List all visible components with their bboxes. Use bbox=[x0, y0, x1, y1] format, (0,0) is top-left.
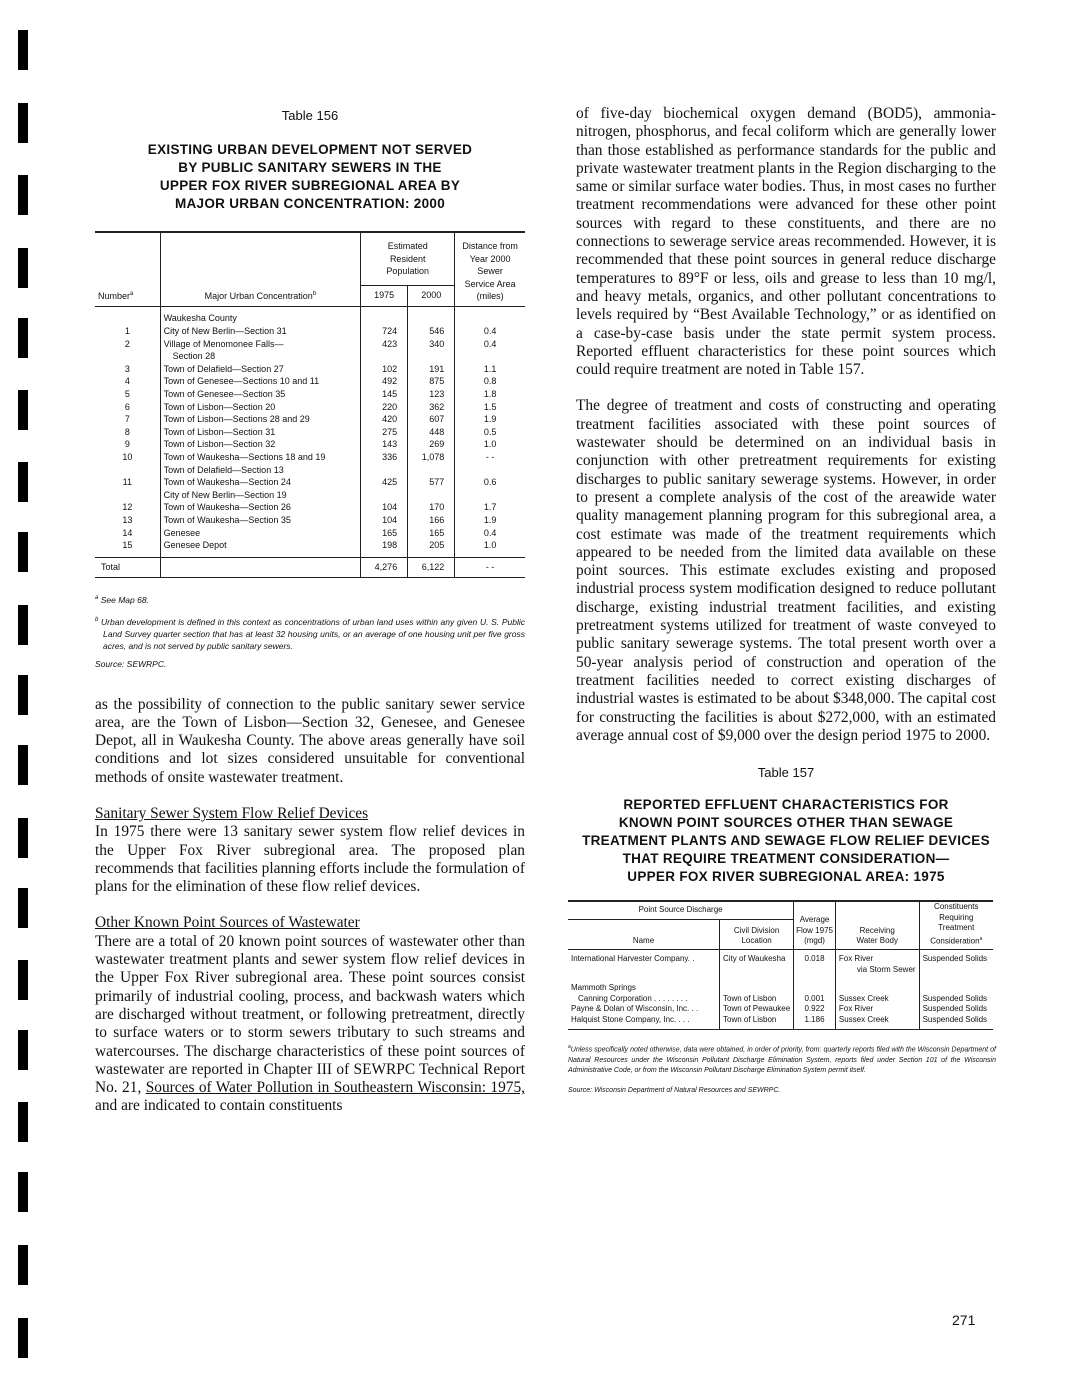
paragraph: The degree of treatment and costs of constructing and operating treatment facilities associated with these point sources of wastewater should be determined on an individual basis in conjunction with other pretreatment requirements for existing discharges to public sanitary sewerage systems. However, in order to present a complete analysis of the cost of the areawide water quality management planning program for this subregional area, a cost estimate was made of the treatment requirements which appeared to be needed from the limited data available on these point sources. This estimate excludes existing and proposed industrial process system modification designed to reduce pollutant discharge, existing industrial treatment facilities, and existing pretreatment systems utilized for treatment of waste conveyed to public sanitary sewerage systems. The total present worth over a 50-year analysis period of construction and operation of the treatment facilities needed to correct existing discharges of industrial wastes is estimated to be about $348,000. The capital cost for constructing the facilities is about $272,000, with an estimated average annual cost of $9,000 over the design period 1975 to 2000. bbox=[576, 397, 996, 744]
margin-bar bbox=[18, 818, 28, 858]
table-156-source: Source: SEWRPC. bbox=[95, 658, 167, 669]
col-receiving-header: Receiving Water Body bbox=[835, 901, 919, 949]
row-pop-1975: 275 bbox=[361, 426, 408, 439]
total-1975: 4,276 bbox=[361, 558, 408, 578]
row-pop-1975 bbox=[361, 464, 408, 477]
table-157-title: Table 157 bbox=[757, 765, 815, 781]
footnote-b: $^b$ Urban development is defined in this context as concentrations of urban land uses within any given U. S. Public Land Survey quarter section that has at least 32 housing units, or an average of one housing unit per five gross acres, and is not served by public sanitary sewers. bbox=[95, 616, 525, 651]
row-distance bbox=[455, 464, 525, 477]
row-pop-1975: 104 bbox=[361, 501, 408, 514]
col-concentration-header: Major Urban Concentration$^b$ bbox=[160, 240, 360, 306]
heading-line: EXISTING URBAN DEVELOPMENT NOT SERVED bbox=[147, 142, 473, 157]
margin-bar bbox=[18, 1172, 28, 1212]
heading-line: TREATMENT PLANTS AND SEWAGE FLOW RELIEF DEVICES bbox=[582, 833, 990, 849]
table-156-heading bbox=[95, 141, 525, 213]
row-number bbox=[95, 350, 160, 363]
report-title: Sources of Water Pollution in Southeastern Wisconsin: 1975, bbox=[145, 1079, 526, 1097]
row-number: 6 bbox=[95, 401, 160, 414]
row-flow bbox=[794, 975, 836, 994]
table-157-heading bbox=[576, 796, 996, 886]
row-concentration: Town of Genesee—Sections 10 and 11 bbox=[160, 375, 360, 388]
table-156-title: Table 156 bbox=[281, 108, 339, 123]
row-number: 13 bbox=[95, 514, 160, 527]
row-pop-1975: 145 bbox=[361, 388, 408, 401]
row-pop-2000: 205 bbox=[408, 539, 455, 552]
row-distance: 1.7 bbox=[455, 501, 525, 514]
row-receiving-water-note: via Storm Sewer bbox=[856, 964, 916, 974]
row-distance bbox=[455, 489, 525, 502]
row-pop-1975: 724 bbox=[361, 325, 408, 338]
row-pop-2000 bbox=[408, 464, 455, 477]
table-row bbox=[95, 363, 525, 376]
row-pop-1975 bbox=[361, 489, 408, 502]
row-pop-1975: 492 bbox=[361, 375, 408, 388]
row-number: 15 bbox=[95, 539, 160, 552]
row-pop-2000: 166 bbox=[408, 514, 455, 527]
row-number: 7 bbox=[95, 413, 160, 426]
row-pop-2000: 448 bbox=[408, 426, 455, 439]
row-concentration: Town of Lisbon—Sections 28 and 29 bbox=[160, 413, 360, 426]
margin-bar bbox=[18, 888, 28, 928]
row-number: 8 bbox=[95, 426, 160, 439]
row-distance: 0.8 bbox=[455, 375, 525, 388]
paragraph: There are a total of 20 known point sources of wastewater other than wastewater treatment plants and sewer system flow relief devices in the Upper Fox River subregional area. These point sources consist primarily of industrial cooling, process, and backwash waters which are discharged without treatment, or following pretreatment, directly to surface waters or to storm sewers tributary to such streams and watercourses. The discharge characteristics of these point sources of wastewater are reported in Chapter III of SEWRPC Technical Report No. 21, Sources of Water Pollution in Southeastern Wisconsin: 1975, and are indicated to contain constituents bbox=[95, 932, 526, 1115]
heading-line: BY PUBLIC SANITARY SEWERS IN THE bbox=[178, 160, 442, 175]
row-concentration: Town of Waukesha—Section 26 bbox=[160, 501, 360, 514]
row-pop-1975: 420 bbox=[361, 413, 408, 426]
table-row bbox=[95, 413, 525, 426]
table-row bbox=[95, 350, 525, 363]
row-pop-2000: 362 bbox=[408, 401, 455, 414]
row-pop-1975: 425 bbox=[361, 476, 408, 489]
heading-line: UPPER FOX RIVER SUBREGIONAL AREA: 1975 bbox=[627, 869, 945, 885]
table-row bbox=[568, 1015, 993, 1026]
table-row bbox=[95, 539, 525, 552]
row-number: 12 bbox=[95, 501, 160, 514]
row-pop-1975: 198 bbox=[361, 539, 408, 552]
row-pop-1975: 143 bbox=[361, 438, 408, 451]
row-name: Mammoth Springs bbox=[568, 975, 720, 994]
margin-bar bbox=[18, 745, 28, 785]
col-number-header: Number$^a$ bbox=[95, 240, 160, 306]
margin-bar bbox=[18, 675, 28, 715]
row-number bbox=[95, 489, 160, 502]
row-concentration: Town of Waukesha—Section 24 bbox=[160, 476, 360, 489]
col-civil-header: Civil Division Location bbox=[720, 920, 794, 950]
table-row bbox=[95, 527, 525, 540]
heading-line: MAJOR URBAN CONCENTRATION: 2000 bbox=[174, 196, 446, 211]
row-concentration: City of New Berlin—Section 19 bbox=[160, 489, 360, 502]
row-pop-1975: 423 bbox=[361, 338, 408, 351]
row-number: 3 bbox=[95, 363, 160, 376]
table-row bbox=[95, 325, 525, 338]
total-label: Total bbox=[95, 558, 160, 578]
row-distance bbox=[455, 350, 525, 363]
margin-bar bbox=[18, 318, 28, 358]
paragraph: of five-day biochemical oxygen demand (BOD5), ammonia-nitrogen, phosphorus, and fecal coliform which are generally lower than those established as performance standards for the public and private wastewater treatment plants in the Region discharging to the same or similar surface water bodies. Thus, in most cases no further treatment recommendations were advanced for these other point sources with regard to these constituents, and there are no connections to sewerage service areas recommended. However, it is recommended that these point sources in general reduce discharge temperatures to 89°F or less, oils and grease to less than 10 mg/l, and heavy metals, organics, and other pollutant concentrations to levels required by “Best Available Technology,” or as identified on a case-by-case basis under the state permit system process. Reported effluent characteristics for these point sources which could require treatment are noted in Table 157. bbox=[576, 105, 996, 379]
col-population-header: Estimated Resident Population bbox=[361, 240, 455, 285]
row-pop-1975: 104 bbox=[361, 514, 408, 527]
row-distance: - - bbox=[455, 451, 525, 464]
row-number: 14 bbox=[95, 527, 160, 540]
row-pop-1975: 336 bbox=[361, 451, 408, 464]
page-number: 271 bbox=[952, 1312, 976, 1328]
row-distance: 1.0 bbox=[455, 438, 525, 451]
table-row bbox=[95, 438, 525, 451]
row-receiving-water: Fox River bbox=[835, 1004, 919, 1015]
section-heading: Sanitary Sewer System Flow Relief Devices bbox=[95, 804, 369, 822]
row-concentration: Genesee Depot bbox=[160, 539, 360, 552]
row-distance: 1.9 bbox=[455, 413, 525, 426]
table-157-footnote: $^a$Unless specifically noted otherwise, data were obtained, in order of priority, from: quarterly reports filed with the Wisconsin Department of Natural Resources under the Wisconsin Pollutant Discharge Elimination System, reports filed under Section 101 of the Wisconsin Administrative Code, or from the Wisconsin Pollutant Discharge Elimination System permit itself. bbox=[568, 1043, 996, 1075]
col-group-header: Point Source Discharge bbox=[568, 901, 794, 920]
row-pop-1975: 220 bbox=[361, 401, 408, 414]
row-pop-2000: 170 bbox=[408, 501, 455, 514]
row-concentration: Town of Waukesha—Section 35 bbox=[160, 514, 360, 527]
table-row bbox=[568, 975, 993, 994]
heading-line: KNOWN POINT SOURCES OTHER THAN SEWAGE bbox=[618, 815, 954, 831]
row-pop-2000: 577 bbox=[408, 476, 455, 489]
heading-line: THAT REQUIRE TREATMENT CONSIDERATION— bbox=[622, 851, 950, 867]
table-157-source: Source: Wisconsin Department of Natural Resources and SEWRPC. bbox=[568, 1086, 781, 1094]
row-pop-2000: 191 bbox=[408, 363, 455, 376]
row-constituents: Suspended Solids bbox=[919, 1015, 993, 1026]
heading-line: REPORTED EFFLUENT CHARACTERISTICS FOR bbox=[623, 797, 949, 813]
row-concentration: Town of Genesee—Section 35 bbox=[160, 388, 360, 401]
margin-bar bbox=[18, 390, 28, 430]
row-flow: 0.018 bbox=[794, 954, 836, 975]
margin-bar bbox=[18, 1030, 28, 1070]
row-pop-1975: 165 bbox=[361, 527, 408, 540]
row-pop-2000: 875 bbox=[408, 375, 455, 388]
row-constituents: Suspended Solids bbox=[919, 1004, 993, 1015]
left-column bbox=[95, 108, 525, 1116]
section-heading: Other Known Point Sources of Wastewater bbox=[95, 914, 360, 932]
margin-bar bbox=[18, 462, 28, 502]
row-constituents bbox=[919, 975, 993, 994]
total-2000: 6,122 bbox=[408, 558, 455, 578]
table-row bbox=[95, 464, 525, 477]
row-distance: 0.6 bbox=[455, 476, 525, 489]
row-number: 10 bbox=[95, 451, 160, 464]
row-pop-1975 bbox=[361, 350, 408, 363]
row-concentration: Section 28 bbox=[160, 350, 360, 363]
total-distance: - - bbox=[455, 558, 525, 578]
table-157 bbox=[568, 900, 993, 1030]
row-number bbox=[95, 464, 160, 477]
row-concentration: Village of Menomonee Falls— bbox=[160, 338, 360, 351]
col-constituents-header: Constituents Requiring Treatment Consideration$^a$ bbox=[919, 901, 993, 949]
row-concentration: Town of Lisbon—Section 31 bbox=[160, 426, 360, 439]
row-pop-2000 bbox=[408, 489, 455, 502]
table-row bbox=[95, 401, 525, 414]
col-2000-header: 2000 bbox=[408, 285, 455, 306]
row-civil-division bbox=[720, 975, 794, 994]
row-flow: 0.922 bbox=[794, 1004, 836, 1015]
row-distance: 1.9 bbox=[455, 514, 525, 527]
table-row bbox=[95, 426, 525, 439]
table-row bbox=[95, 451, 525, 464]
row-civil-division: City of Waukesha bbox=[720, 954, 794, 975]
margin-bar bbox=[18, 175, 28, 215]
col-distance-header: Distance from Year 2000 Sewer Service Area (miles) bbox=[455, 240, 525, 306]
total-row bbox=[95, 558, 525, 578]
row-name: Canning Corporation . . . . . . . . bbox=[568, 994, 720, 1005]
row-receiving-water bbox=[835, 975, 919, 994]
table-row bbox=[95, 388, 525, 401]
footnote-a: $^a$ See Map 68. bbox=[95, 594, 149, 605]
row-flow: 1.186 bbox=[794, 1015, 836, 1026]
row-distance: 1.5 bbox=[455, 401, 525, 414]
row-concentration: Town of Delafield—Section 13 bbox=[160, 464, 360, 477]
row-concentration: Genesee bbox=[160, 527, 360, 540]
row-pop-2000: 269 bbox=[408, 438, 455, 451]
table-row bbox=[95, 514, 525, 527]
row-receiving-water: Sussex Creek bbox=[835, 994, 919, 1005]
table-row bbox=[95, 375, 525, 388]
row-pop-2000: 123 bbox=[408, 388, 455, 401]
paragraph: In 1975 there were 13 sanitary sewer system flow relief devices in the Upper Fox River subregional area. The proposed plan recommends that facilities planning efforts include the formulation of plans for the elimination of these flow relief devices. bbox=[95, 823, 525, 896]
row-number: 2 bbox=[95, 338, 160, 351]
right-column bbox=[568, 105, 996, 1097]
margin-bar bbox=[18, 248, 28, 288]
row-number: 1 bbox=[95, 325, 160, 338]
paragraph: as the possibility of connection to the public sanitary sewer service area, are the Town of Lisbon—Section 32, Genesee, and Genesee Depot, all in Waukesha County. The above areas generally have soil conditions and lot sizes considered unsuitable for conventional methods of onsite wastewater treatment. bbox=[95, 695, 525, 786]
row-concentration: City of New Berlin—Section 31 bbox=[160, 325, 360, 338]
table-row bbox=[568, 1004, 993, 1015]
margin-bar bbox=[18, 960, 28, 1000]
margin-bar bbox=[18, 605, 28, 645]
row-distance: 0.4 bbox=[455, 338, 525, 351]
row-number: 5 bbox=[95, 388, 160, 401]
col-flow-header: Average Flow 1975 (mgd) bbox=[794, 901, 836, 949]
row-receiving-water: Sussex Creek bbox=[835, 1015, 919, 1026]
row-constituents: Suspended Solids bbox=[919, 994, 993, 1005]
heading-line: UPPER FOX RIVER SUBREGIONAL AREA BY bbox=[159, 178, 461, 193]
col-1975-header: 1975 bbox=[361, 285, 408, 306]
table-row bbox=[568, 994, 993, 1005]
row-pop-1975: 102 bbox=[361, 363, 408, 376]
row-pop-2000 bbox=[408, 350, 455, 363]
row-pop-2000: 546 bbox=[408, 325, 455, 338]
row-number: 9 bbox=[95, 438, 160, 451]
row-pop-2000: 607 bbox=[408, 413, 455, 426]
row-distance: 0.4 bbox=[455, 325, 525, 338]
row-concentration: Town of Waukesha—Sections 18 and 19 bbox=[160, 451, 360, 464]
margin-bar bbox=[18, 103, 28, 143]
table-row bbox=[568, 954, 993, 975]
county-label: Waukesha County bbox=[160, 312, 360, 325]
row-distance: 1.8 bbox=[455, 388, 525, 401]
row-name: Halquist Stone Company, Inc. . . . bbox=[568, 1015, 720, 1026]
row-flow: 0.001 bbox=[794, 994, 836, 1005]
table-row bbox=[95, 338, 525, 351]
row-distance: 0.5 bbox=[455, 426, 525, 439]
row-number: 11 bbox=[95, 476, 160, 489]
row-distance: 1.0 bbox=[455, 539, 525, 552]
row-name: International Harvester Company. . bbox=[568, 954, 720, 975]
row-concentration: Town of Lisbon—Section 20 bbox=[160, 401, 360, 414]
table-row bbox=[95, 501, 525, 514]
table-row bbox=[95, 476, 525, 489]
row-distance: 1.1 bbox=[455, 363, 525, 376]
margin-bar bbox=[18, 1102, 28, 1142]
row-civil-division: Town of Lisbon bbox=[720, 994, 794, 1005]
col-name-header: Name bbox=[632, 936, 655, 946]
margin-bar bbox=[18, 1245, 28, 1285]
table-row bbox=[95, 489, 525, 502]
row-pop-2000: 165 bbox=[408, 527, 455, 540]
row-name: Payne & Dolan of Wisconsin, Inc. . . bbox=[568, 1004, 720, 1015]
row-distance: 0.4 bbox=[455, 527, 525, 540]
row-number: 4 bbox=[95, 375, 160, 388]
row-constituents: Suspended Solids bbox=[919, 954, 993, 975]
margin-bar bbox=[18, 30, 28, 70]
row-receiving-water: Fox River via Storm Sewer bbox=[835, 954, 919, 975]
row-pop-2000: 1,078 bbox=[408, 451, 455, 464]
margin-bar bbox=[18, 1318, 28, 1358]
row-concentration: Town of Lisbon—Section 32 bbox=[160, 438, 360, 451]
margin-bar bbox=[18, 532, 28, 572]
row-civil-division: Town of Lisbon bbox=[720, 1015, 794, 1026]
row-civil-division: Town of Pewaukee bbox=[720, 1004, 794, 1015]
table-156 bbox=[95, 231, 525, 578]
row-concentration: Town of Delafield—Section 27 bbox=[160, 363, 360, 376]
row-pop-2000: 340 bbox=[408, 338, 455, 351]
